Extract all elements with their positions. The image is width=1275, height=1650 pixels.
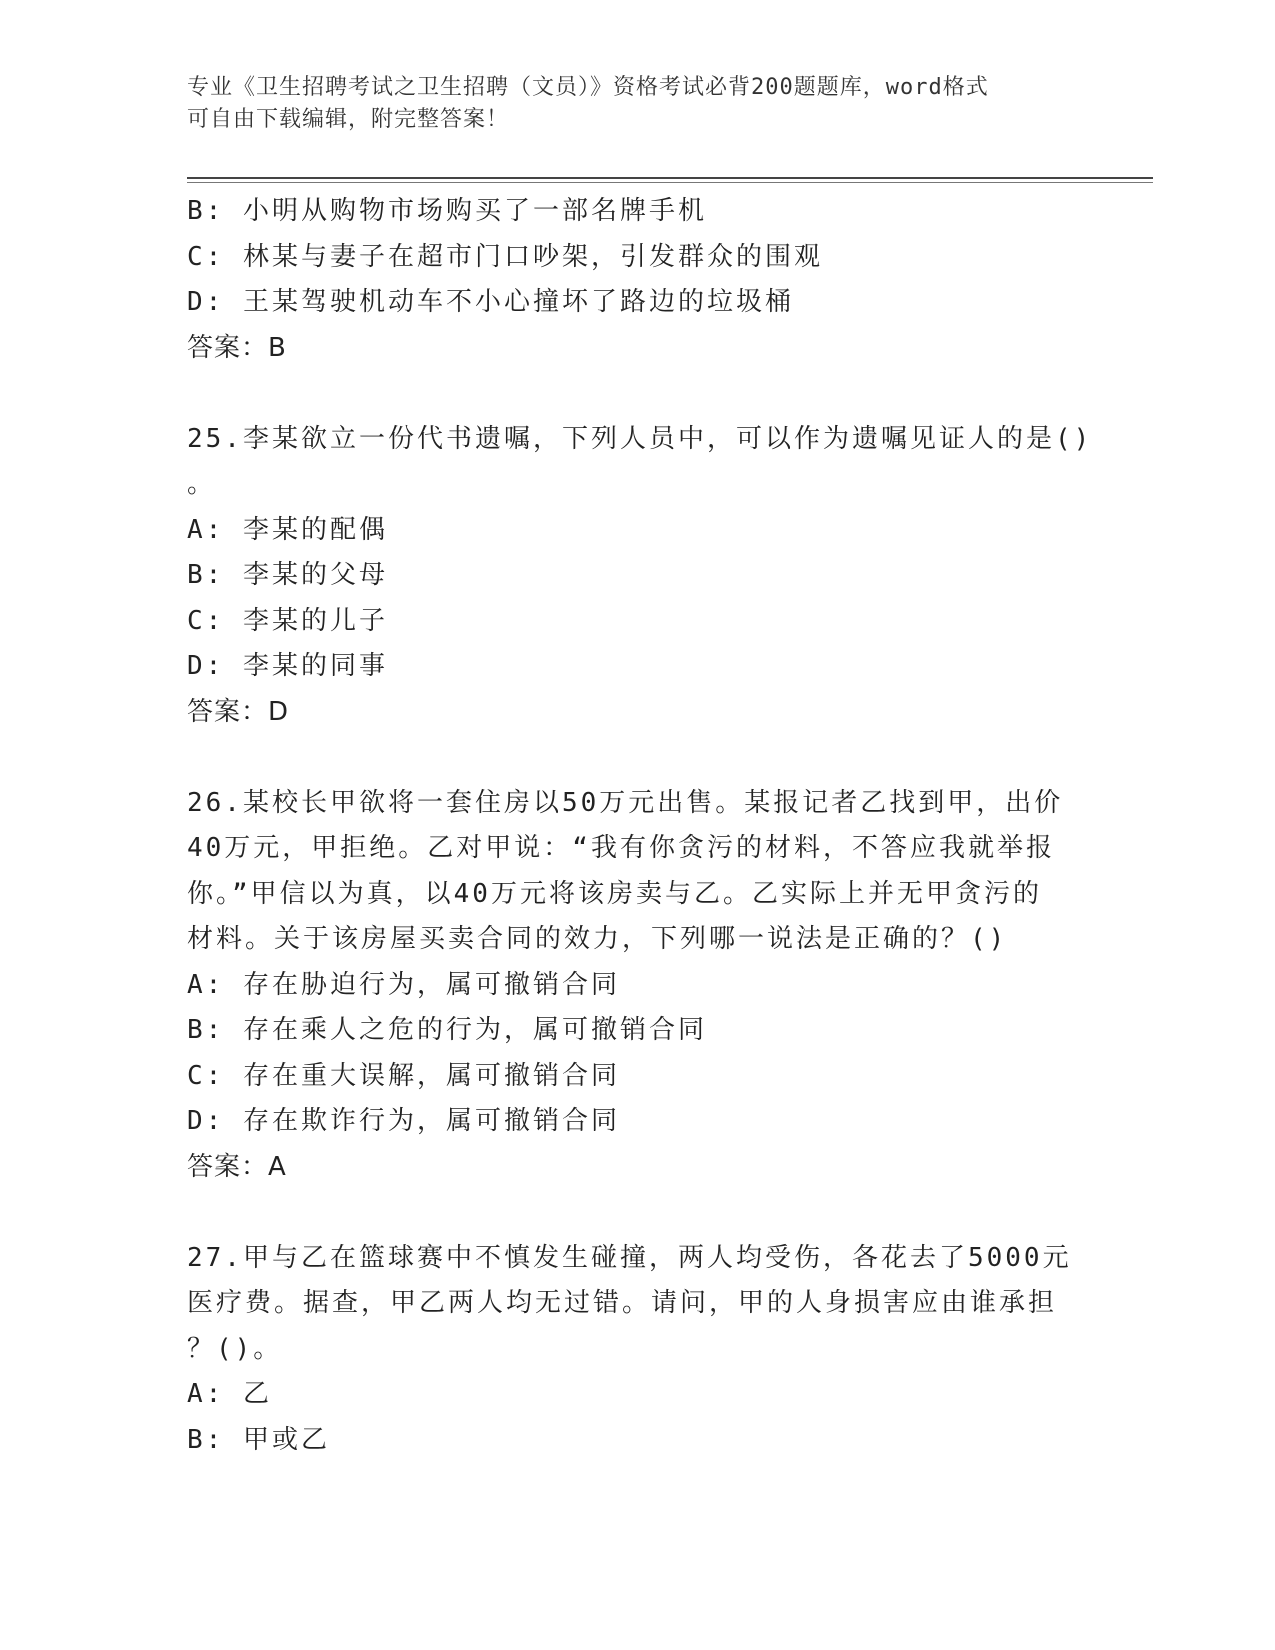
option-b: B: 存在乘人之危的行为，属可撤销合同 — [187, 1015, 707, 1045]
question-stem-line: 25.李某欲立一份代书遗嘱，下列人员中，可以作为遗嘱见证人的是() — [187, 423, 1093, 454]
answer-line: 答案：A — [187, 1151, 287, 1182]
question-stem-line: ？()。 — [187, 1333, 283, 1364]
question-27 — [187, 1236, 1087, 1464]
header-divider-thin — [187, 182, 1153, 183]
spacer — [187, 1190, 1087, 1236]
question-24-continued — [187, 189, 1087, 371]
option-c: C: 林某与妻子在超市门口吵架，引发群众的围观 — [187, 241, 823, 272]
question-stem-line: 40万元，甲拒绝。乙对甲说：“我有你贪污的材料，不答应我就举报 — [187, 833, 1055, 863]
option-a: A: 李某的配偶 — [187, 514, 388, 545]
question-25 — [187, 417, 1093, 736]
option-d: D: 李某的同事 — [187, 651, 388, 681]
question-list — [187, 189, 1093, 1463]
option-d: D: 存在欺诈行为，属可撤销合同 — [187, 1106, 620, 1136]
spacer — [187, 735, 1087, 781]
option-a: A: 乙 — [187, 1379, 272, 1409]
question-stem-line: 26.某校长甲欲将一套住房以50万元出售。某报记者乙找到甲，出价 — [187, 787, 1064, 818]
option-c: C: 李某的儿子 — [187, 605, 388, 636]
answer-line: 答案：B — [187, 332, 287, 363]
question-stem-line: 27.甲与乙在篮球赛中不慎发生碰撞，两人均受伤，各花去了5000元 — [187, 1242, 1072, 1273]
header-line-2: 可自由下载编辑，附完整答案！ — [187, 107, 510, 132]
option-d: D: 王某驾驶机动车不小心撞坏了路边的垃圾桶 — [187, 287, 794, 317]
option-c: C: 存在重大误解，属可撤销合同 — [187, 1060, 620, 1091]
header-divider-thick — [187, 177, 1153, 179]
question-stem-line: 。 — [187, 469, 217, 499]
document-header — [187, 72, 1067, 136]
spacer — [187, 371, 1087, 417]
option-b: B: 小明从购物市场购买了一部名牌手机 — [187, 196, 707, 226]
question-stem-line: 医疗费。据查，甲乙两人均无过错。请问，甲的人身损害应由谁承担 — [187, 1288, 1058, 1318]
option-b: B: 李某的父母 — [187, 560, 388, 590]
option-b: B: 甲或乙 — [187, 1424, 330, 1455]
question-stem-line: 你。”甲信以为真，以40万元将该房卖与乙。乙实际上并无甲贪污的 — [187, 878, 1042, 909]
question-26 — [187, 781, 1087, 1191]
header-line-1: 专业《卫生招聘考试之卫生招聘（文员）》资格考试必背200题题库，word格式 — [187, 75, 989, 100]
question-stem-line: 材料。关于该房屋买卖合同的效力，下列哪一说法是正确的？() — [187, 924, 1008, 954]
option-a: A: 存在胁迫行为，属可撤销合同 — [187, 969, 620, 1000]
answer-line: 答案：D — [187, 696, 290, 727]
